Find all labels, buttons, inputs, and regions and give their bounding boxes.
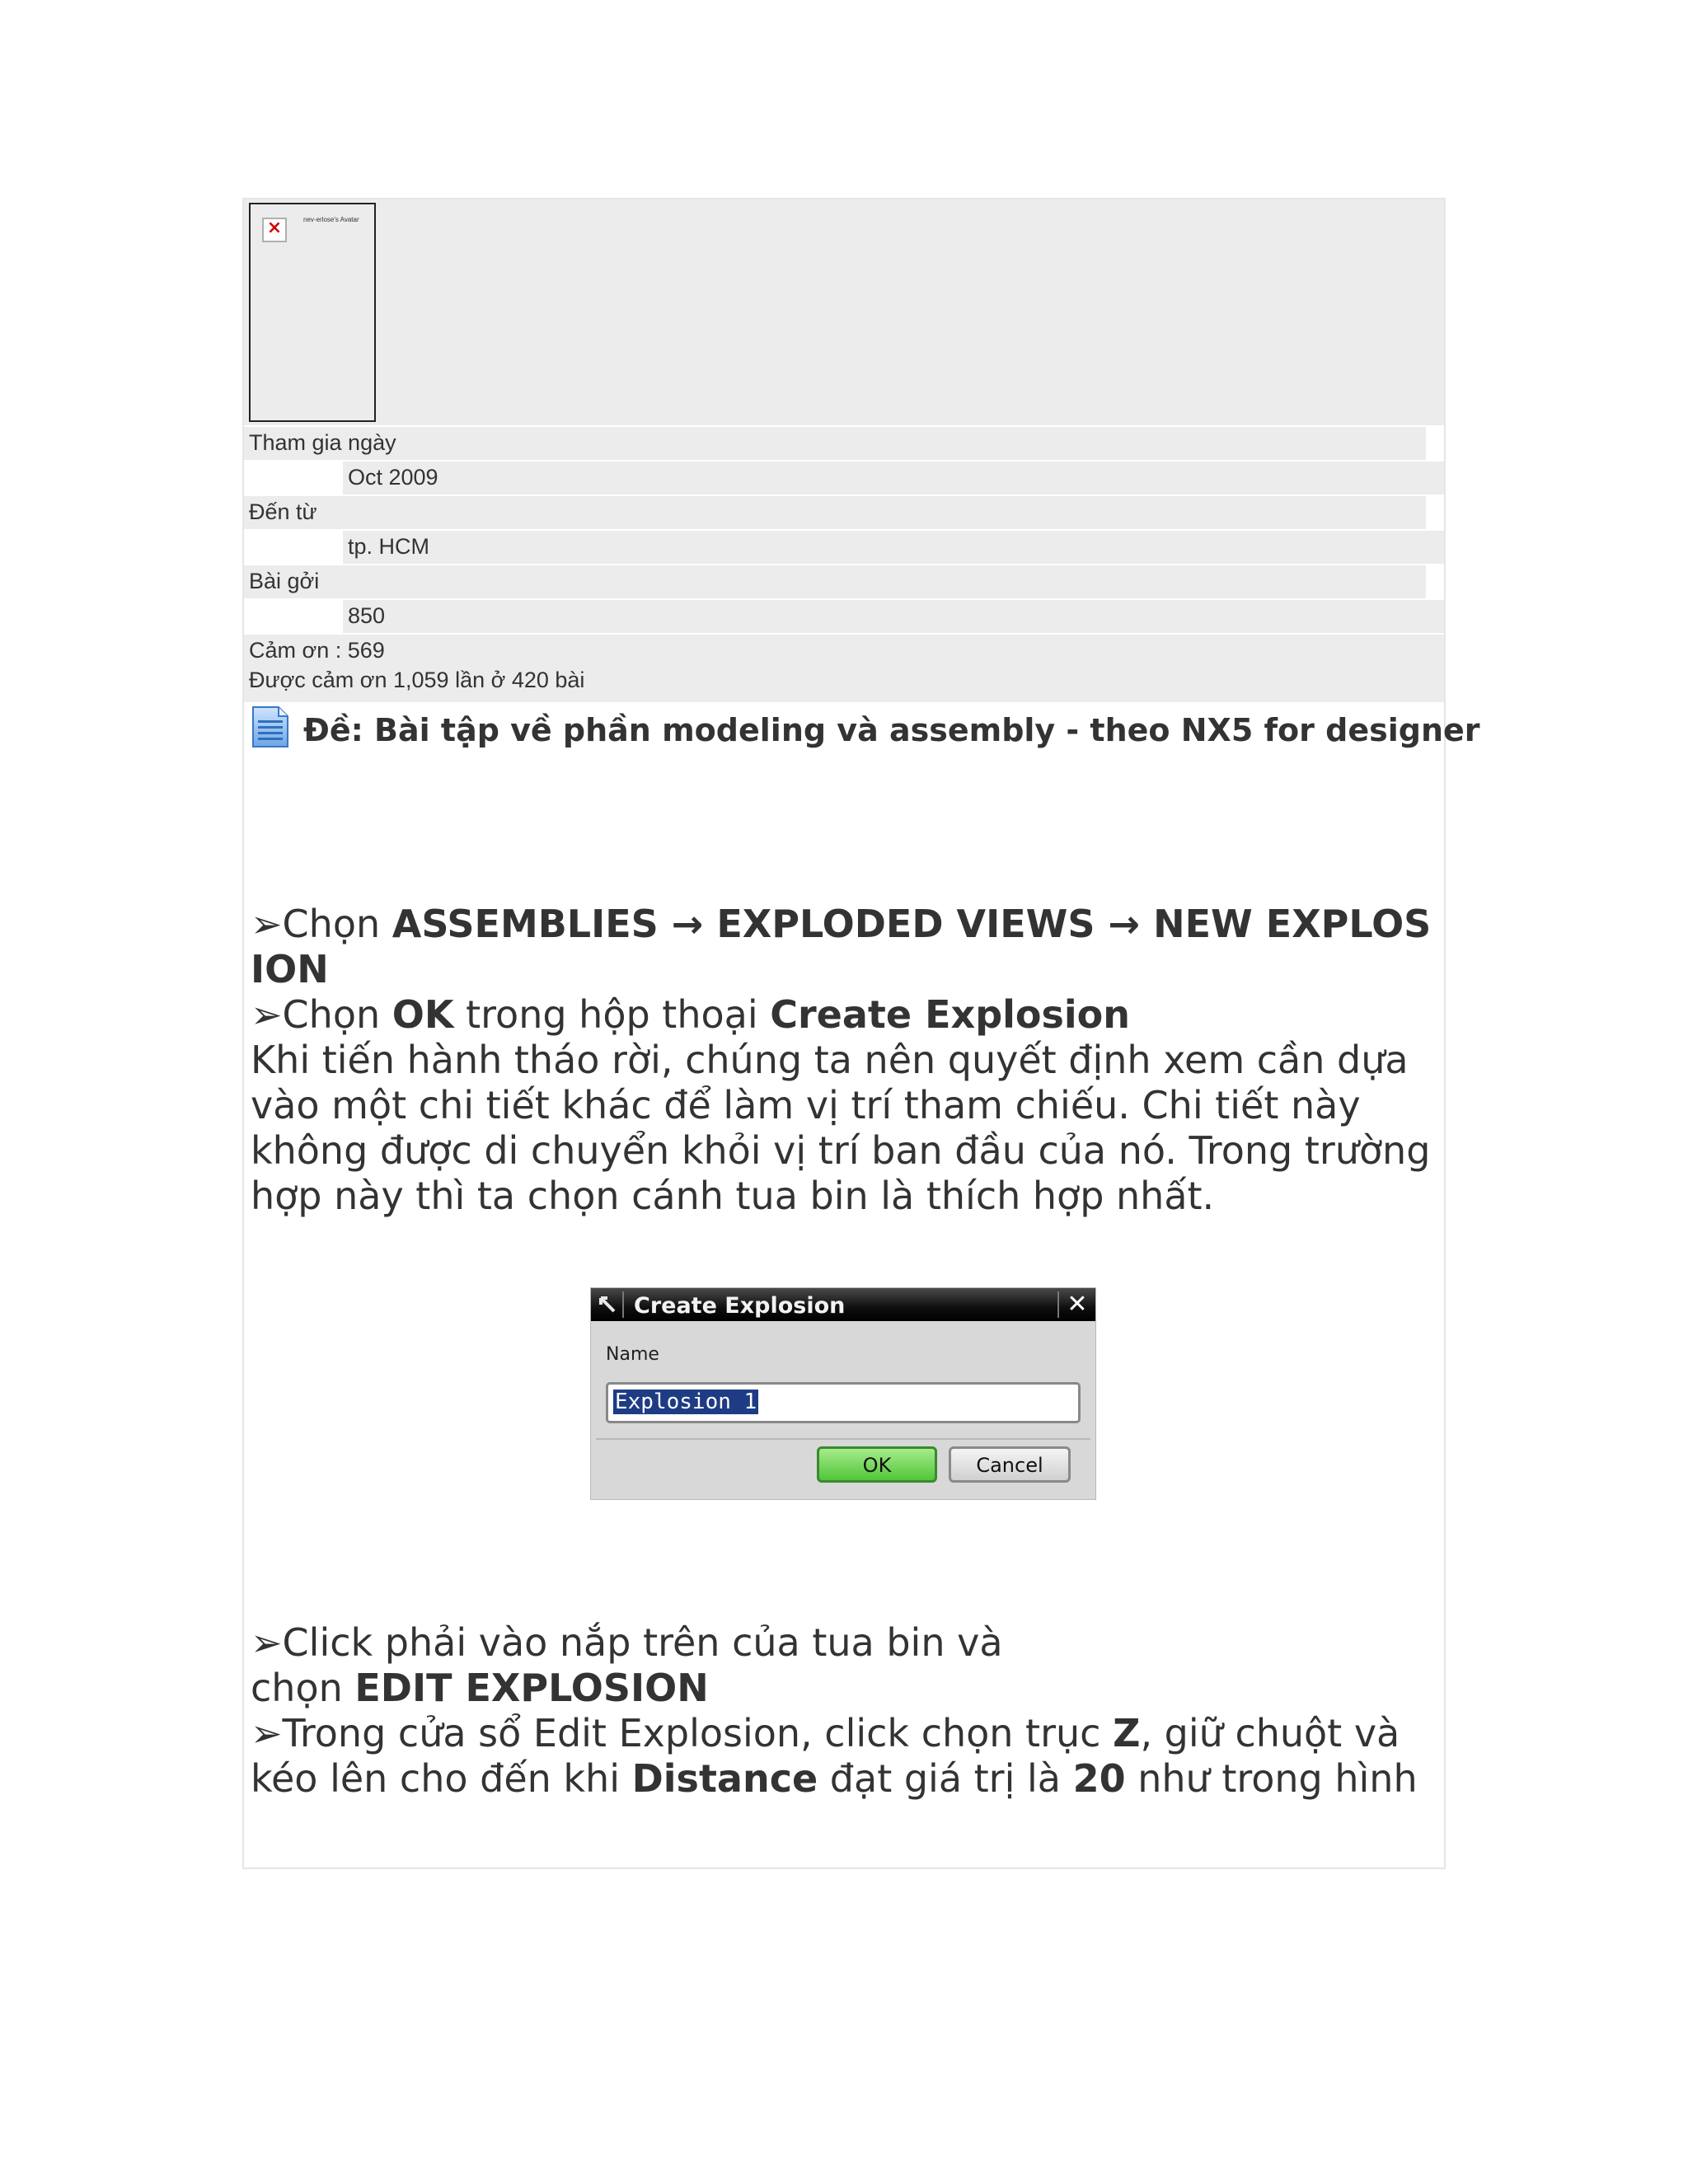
paragraph-line: Khi tiến hành tháo rời, chúng ta nên quyết định xem cần dựa <box>251 1038 1409 1082</box>
profile-row <box>244 427 1426 460</box>
step-2: ➢Chọn OK trong hộp thoại Create Explosion <box>251 992 1131 1037</box>
profile-row <box>244 565 1426 598</box>
posts-count: 850 <box>348 603 386 628</box>
profile-row <box>343 600 1444 633</box>
paragraph-line: hợp này thì ta chọn cánh tua bin là thích hợp nhất. <box>251 1174 1215 1218</box>
name-value: Explosion 1 <box>615 1390 757 1414</box>
avatar-alt-text: nev-erlose's Avatar <box>303 216 359 223</box>
paragraph-line: vào một chi tiết khác để làm vị trí tham chiếu. Chi tiết này <box>251 1083 1361 1127</box>
dialog-title: Create Explosion <box>634 1293 846 1319</box>
step-4: ➢Trong cửa sổ Edit Explosion, click chọn trục Z, giữ chuột và <box>251 1711 1400 1755</box>
thanks-given: Cảm ơn : 569 <box>249 638 385 663</box>
step-3-cont: chọn EDIT EXPLOSION <box>251 1666 709 1710</box>
broken-image-icon: × <box>262 218 287 242</box>
forum-post <box>242 198 1480 1869</box>
name-field[interactable] <box>606 1382 1081 1423</box>
posts-label: Bài gởi <box>249 569 320 593</box>
menu-path: ASSEMBLIES → EXPLODED VIEWS → NEW EXPLOS <box>392 902 1432 946</box>
avatar[interactable] <box>249 203 376 422</box>
location-label: Đến từ <box>249 499 317 524</box>
close-icon[interactable]: ✕ <box>1067 1290 1088 1319</box>
profile-row <box>343 462 1444 494</box>
post-title: Đề: Bài tập về phần modeling và assembly - theo NX5 for designer <box>303 712 1480 748</box>
step-1-cont: ION <box>251 947 329 991</box>
bullet-arrow-icon: ➢ <box>251 992 283 1037</box>
paragraph-line: không được di chuyển khỏi vị trí ban đầu của nó. Trong trường <box>251 1128 1431 1173</box>
dialog-titlebar <box>591 1288 1095 1321</box>
bullet-arrow-icon: ➢ <box>251 902 283 946</box>
create-explosion-dialog <box>590 1287 1096 1500</box>
joined-label: Tham gia ngày <box>249 430 396 455</box>
step-1: ➢Chọn ASSEMBLIES → EXPLODED VIEWS → NEW EXPLOS <box>251 902 1432 946</box>
document-icon <box>251 705 290 748</box>
avatar-row <box>244 199 1444 425</box>
ok-button[interactable]: OK <box>817 1446 937 1483</box>
bullet-arrow-icon: ➢ <box>251 1711 283 1755</box>
profile-row <box>343 531 1444 564</box>
thanks-received: Được cảm ơn 1,059 lần ở 420 bài <box>249 668 585 692</box>
step-3: ➢Click phải vào nắp trên của tua bin và <box>251 1620 1003 1665</box>
joined-value: Oct 2009 <box>348 465 438 490</box>
step-4-cont: kéo lên cho đến khi Distance đạt giá trị là 20 như trong hình <box>251 1756 1418 1801</box>
pin-arrow-icon <box>598 1295 619 1315</box>
cancel-button[interactable]: Cancel <box>949 1446 1071 1483</box>
bullet-arrow-icon: ➢ <box>251 1620 283 1665</box>
profile-row <box>244 496 1426 529</box>
name-label: Name <box>606 1344 659 1365</box>
location-value: tp. HCM <box>348 534 430 559</box>
